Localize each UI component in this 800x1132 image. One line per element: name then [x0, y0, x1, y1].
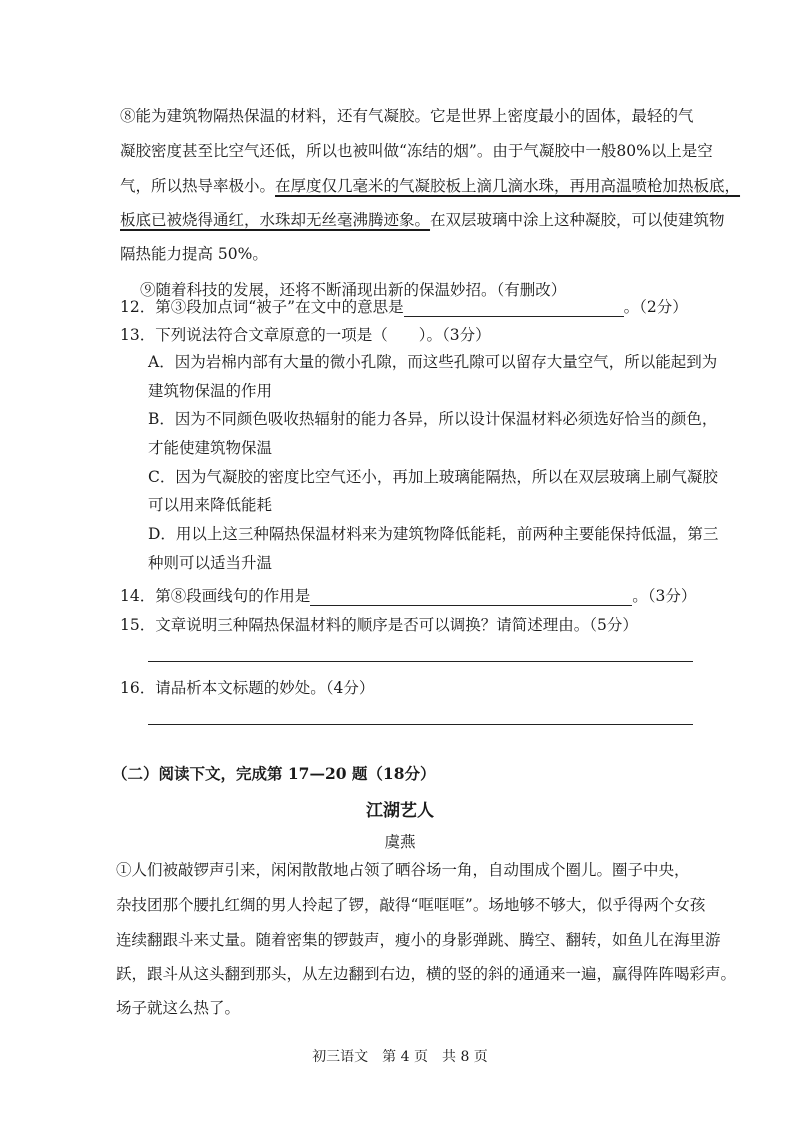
story-title: 江湖艺人 [366, 801, 434, 821]
q12-answer-blank[interactable] [404, 300, 624, 317]
q16-answer-line[interactable] [148, 724, 693, 725]
para8-line2: 凝胶密度甚至比空气还低，所以也被叫做“冻结的烟”。由于气凝胶中一般80%以上是空 [120, 142, 713, 160]
q14-end: 。（3分） [632, 587, 697, 605]
q15-answer-line[interactable] [148, 661, 693, 662]
story-author: 虞燕 [384, 833, 416, 851]
para8-line3-text: 气，所以热导率极小。 [120, 177, 276, 195]
underlined-sentence-part2: 板底已被烧得通红，水珠却无丝毫沸腾迹象。 [120, 211, 431, 229]
para8-line4 [120, 210, 725, 230]
para8-line3 [120, 176, 740, 196]
question-15: 15．文章说明三种隔热保温材料的顺序是否可以调换？请简述理由。（5分） [120, 616, 638, 634]
section-2-heading: （二）阅读下文，完成第 17—20 题（18分） [112, 764, 436, 783]
para9: ⑨随着科技的发展，还将不断涌现出新的保温妙招。（有删改） [140, 281, 567, 299]
story-p1-line5: 场子就这么热了。 [116, 999, 241, 1017]
para8-line5: 隔热能力提高 50%。 [120, 245, 268, 263]
question-12 [120, 297, 688, 317]
option-c-line1: C．因为气凝胶的密度比空气还小，再加上玻璃能隔热，所以在双层玻璃上刷气凝胶 [148, 468, 718, 486]
para8-line1: ⑧能为建筑物隔热保温的材料，还有气凝胶。它是世界上密度最小的固体，最轻的气 [120, 107, 694, 125]
option-d-line2: 种则可以适当升温 [148, 554, 273, 572]
q12-text: 12．第③段加点词“被子”在文中的意思是 [120, 298, 404, 316]
option-d-line1: D．用以上这三种隔热保温材料来为建筑物降低能耗，前两种主要能保持低温，第三 [148, 525, 719, 543]
story-p1-line1: ①人们被敲锣声引来，闲闲散散地占领了晒谷场一角，自动围成个圈儿。圈子中央， [116, 861, 690, 879]
story-p1-line3: 连续翻跟斗来丈量。随着密集的锣鼓声，瘦小的身影弹跳、腾空、翻转，如鱼儿在海里游 [116, 931, 721, 949]
q14-text: 14．第⑧段画线句的作用是 [120, 587, 311, 605]
question-13-stem: 13．下列说法符合文章原意的一项是（ ）。（3分） [120, 326, 491, 344]
q12-end: 。（2分） [623, 298, 688, 316]
story-p1-line4: 跃，跟斗从这头翻到那头，从左边翻到右边，横的竖的斜的通通来一遍，赢得阵阵喝彩声。 [116, 965, 737, 983]
page-footer: 初三语文 第 4 页 共 8 页 [312, 1049, 488, 1065]
option-b-line2: 才能使建筑物保温 [148, 439, 273, 457]
option-c-line2: 可以用来降低能耗 [148, 496, 273, 514]
underlined-sentence-part1: 在厚度仅几毫米的气凝胶板上滴几滴水珠，再用高温喷枪加热板底， [275, 177, 741, 195]
option-a-line2: 建筑物保温的作用 [148, 382, 273, 400]
option-b-line1: B．因为不同颜色吸收热辐射的能力各异，所以设计保温材料必须选好恰当的颜色， [148, 410, 718, 428]
option-a-line1: A．因为岩棉内部有大量的微小孔隙，而这些孔隙可以留存大量空气，所以能起到为 [148, 353, 718, 371]
question-14 [120, 586, 696, 606]
story-p1-line2: 杂技团那个腰扎红绸的男人拎起了锣，敲得“哐哐哐”。场地够不够大，似乎得两个女孩 [116, 896, 706, 914]
para8-line4-text: 在双层玻璃中涂上这种凝胶，可以使建筑物 [430, 211, 725, 229]
q14-answer-blank[interactable] [310, 589, 632, 606]
question-16: 16．请品析本文标题的妙处。（4分） [120, 679, 375, 697]
